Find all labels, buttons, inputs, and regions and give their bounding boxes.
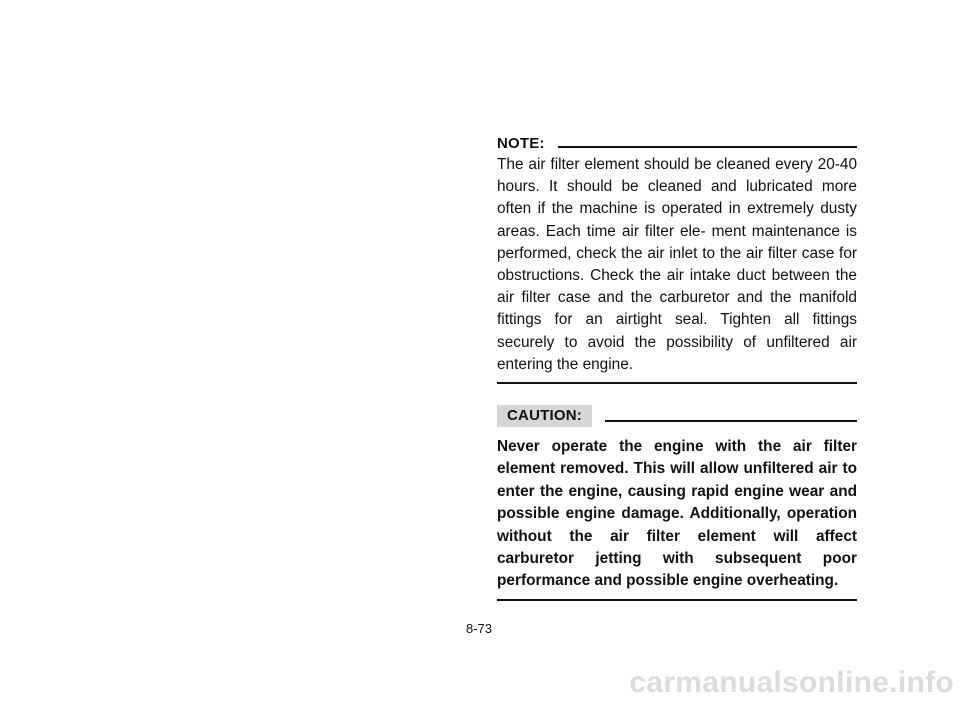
caution-paragraph: Never operate the engine with the air filter element removed. This will allow unfiltered air to enter the engine, causing rapid engine wear and possible engine damage. Additionally, operation without the air filter element will affect carburetor jetting with subsequent poor performance and possible engine overheating. [497,438,857,590]
note-heading-rule [558,146,857,148]
note-label: NOTE: [497,135,545,152]
caution-end-rule [497,599,857,601]
caution-heading [497,404,857,428]
caution-label: CAUTION: [497,405,592,427]
note-paragraph: The air filter element should be cleaned every 20-40 hours. It should be cleaned and lubricated more often if the machine is operated in extremely dusty areas. Each time air filter ele- ment maintenance is performed, check the air inlet to the air filter case for obstructions. Check the air intake duct between the air filter case and the carburetor and the manifold fittings for an airtight seal. Tighten all fittings securely to avoid the possibility of unfiltered air entering the engine. [497,156,857,373]
note-end-rule [497,382,857,384]
caution-heading-rule [605,420,857,422]
manual-text-column [497,131,857,601]
page-number: 8-73 [466,621,493,636]
watermark: carmanualsonline.info [629,666,954,699]
note-heading [497,131,857,151]
